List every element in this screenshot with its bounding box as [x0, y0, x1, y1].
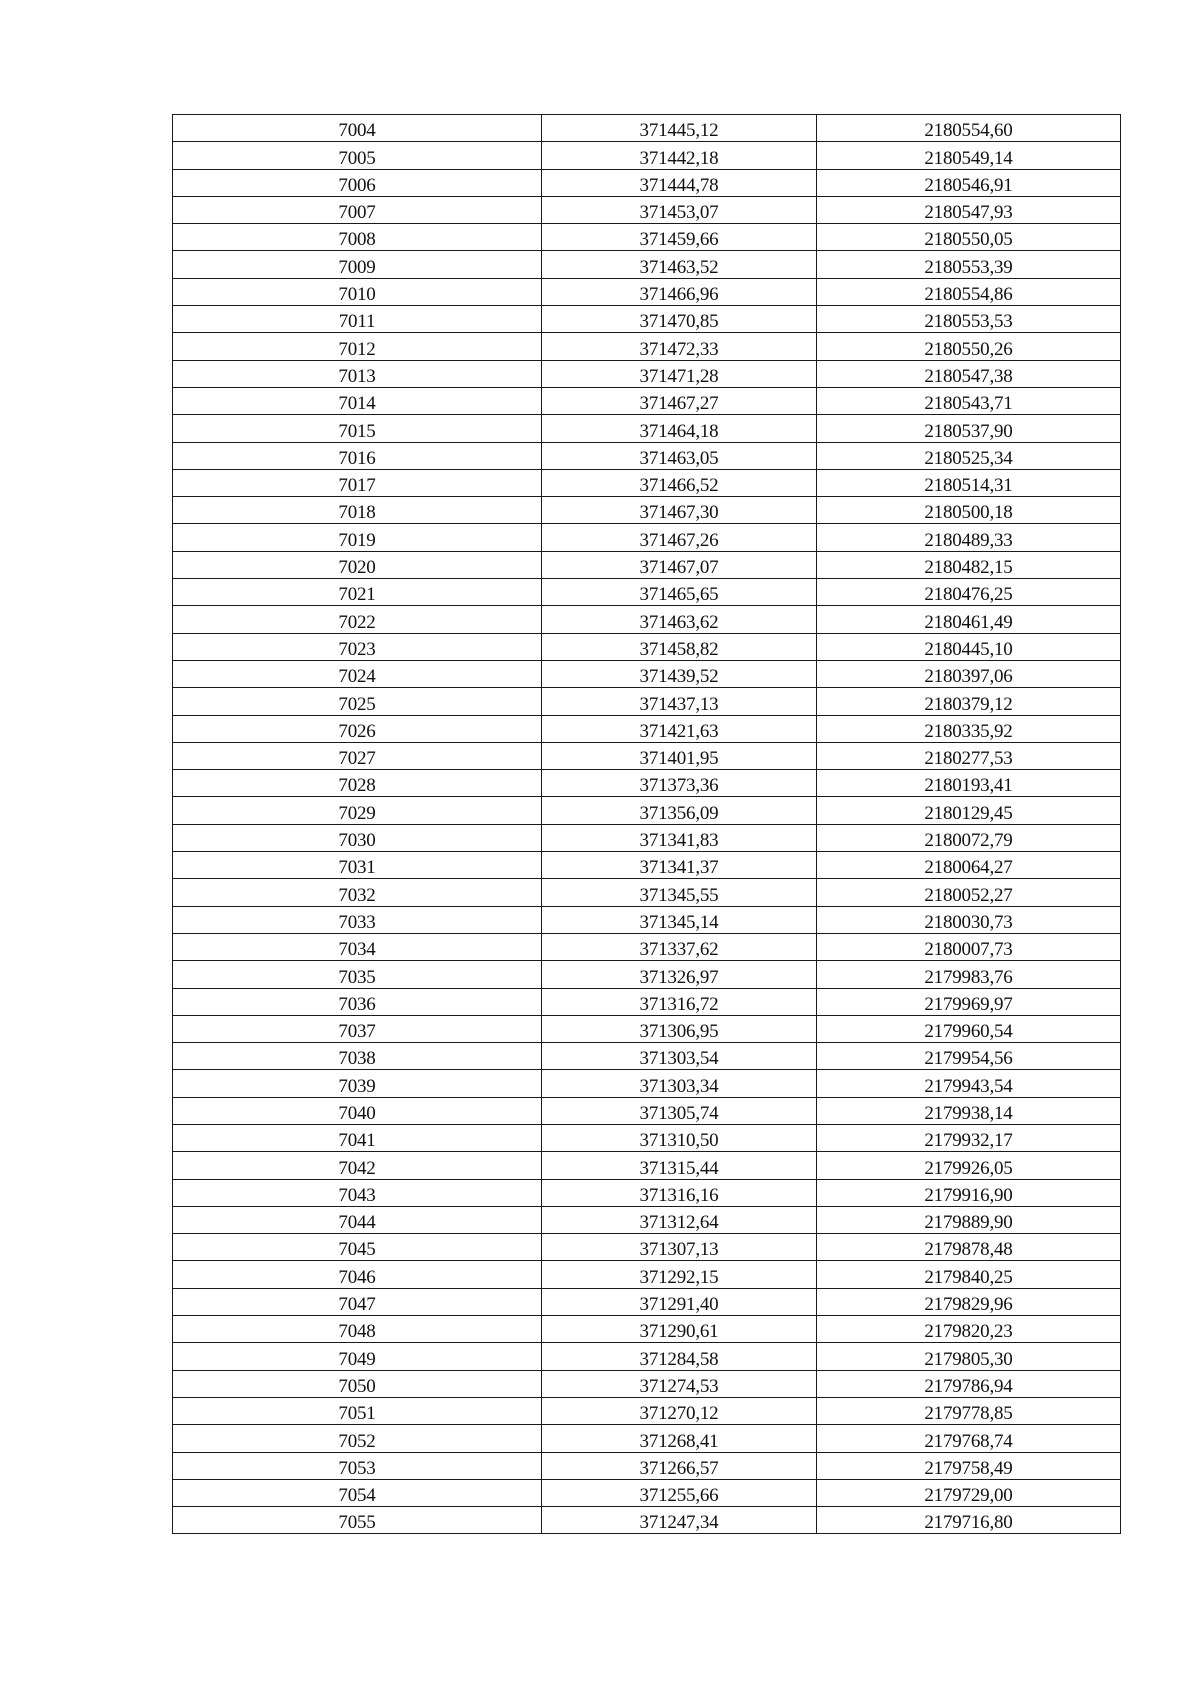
y-coordinate-cell: 2179938,14 — [817, 1097, 1121, 1124]
x-coordinate-cell: 371401,95 — [542, 742, 817, 769]
table-row — [173, 742, 1121, 769]
point-number-cell: 7018 — [173, 497, 542, 524]
point-number-cell: 7047 — [173, 1288, 542, 1315]
x-coordinate-cell: 371345,14 — [542, 906, 817, 933]
point-number-cell: 7024 — [173, 660, 542, 687]
table-row — [173, 906, 1121, 933]
point-number-cell: 7025 — [173, 688, 542, 715]
y-coordinate-cell: 2179758,49 — [817, 1452, 1121, 1479]
y-coordinate-cell: 2179969,97 — [817, 988, 1121, 1015]
x-coordinate-cell: 371326,97 — [542, 961, 817, 988]
table-row — [173, 442, 1121, 469]
point-number-cell: 7048 — [173, 1316, 542, 1343]
x-coordinate-cell: 371337,62 — [542, 933, 817, 960]
y-coordinate-cell: 2180549,14 — [817, 142, 1121, 169]
table-row — [173, 1397, 1121, 1424]
y-coordinate-cell: 2179878,48 — [817, 1234, 1121, 1261]
table-row — [173, 688, 1121, 715]
table-row — [173, 606, 1121, 633]
table-row — [173, 524, 1121, 551]
y-coordinate-cell: 2180335,92 — [817, 715, 1121, 742]
point-number-cell: 7012 — [173, 333, 542, 360]
x-coordinate-cell: 371310,50 — [542, 1124, 817, 1151]
y-coordinate-cell: 2180554,60 — [817, 115, 1121, 142]
y-coordinate-cell: 2179943,54 — [817, 1070, 1121, 1097]
x-coordinate-cell: 371458,82 — [542, 633, 817, 660]
table-row — [173, 551, 1121, 578]
y-coordinate-cell: 2179805,30 — [817, 1343, 1121, 1370]
y-coordinate-cell: 2180537,90 — [817, 415, 1121, 442]
point-number-cell: 7005 — [173, 142, 542, 169]
table-row — [173, 1452, 1121, 1479]
x-coordinate-cell: 371303,34 — [542, 1070, 817, 1097]
x-coordinate-cell: 371470,85 — [542, 306, 817, 333]
y-coordinate-cell: 2180547,93 — [817, 196, 1121, 223]
x-coordinate-cell: 371356,09 — [542, 797, 817, 824]
point-number-cell: 7023 — [173, 633, 542, 660]
y-coordinate-cell: 2180554,86 — [817, 278, 1121, 305]
point-number-cell: 7052 — [173, 1425, 542, 1452]
x-coordinate-cell: 371442,18 — [542, 142, 817, 169]
table-row — [173, 1152, 1121, 1179]
y-coordinate-cell: 2180553,53 — [817, 306, 1121, 333]
point-number-cell: 7015 — [173, 415, 542, 442]
table-row — [173, 660, 1121, 687]
point-number-cell: 7032 — [173, 879, 542, 906]
y-coordinate-cell: 2179954,56 — [817, 1043, 1121, 1070]
point-number-cell: 7050 — [173, 1370, 542, 1397]
point-number-cell: 7026 — [173, 715, 542, 742]
table-row — [173, 715, 1121, 742]
y-coordinate-cell: 2180461,49 — [817, 606, 1121, 633]
table-row — [173, 1124, 1121, 1151]
x-coordinate-cell: 371306,95 — [542, 1015, 817, 1042]
table-row — [173, 196, 1121, 223]
y-coordinate-cell: 2180489,33 — [817, 524, 1121, 551]
point-number-cell: 7049 — [173, 1343, 542, 1370]
point-number-cell: 7035 — [173, 961, 542, 988]
y-coordinate-cell: 2180547,38 — [817, 360, 1121, 387]
y-coordinate-cell: 2180445,10 — [817, 633, 1121, 660]
table-row — [173, 115, 1121, 142]
y-coordinate-cell: 2179768,74 — [817, 1425, 1121, 1452]
x-coordinate-cell: 371284,58 — [542, 1343, 817, 1370]
y-coordinate-cell: 2180064,27 — [817, 852, 1121, 879]
table-row — [173, 360, 1121, 387]
x-coordinate-cell: 371312,64 — [542, 1206, 817, 1233]
y-coordinate-cell: 2179960,54 — [817, 1015, 1121, 1042]
x-coordinate-cell: 371270,12 — [542, 1397, 817, 1424]
point-number-cell: 7054 — [173, 1479, 542, 1506]
table-row — [173, 1234, 1121, 1261]
y-coordinate-cell: 2180550,26 — [817, 333, 1121, 360]
point-number-cell: 7017 — [173, 469, 542, 496]
point-number-cell: 7009 — [173, 251, 542, 278]
x-coordinate-cell: 371463,05 — [542, 442, 817, 469]
point-number-cell: 7028 — [173, 770, 542, 797]
y-coordinate-cell: 2180397,06 — [817, 660, 1121, 687]
x-coordinate-cell: 371303,54 — [542, 1043, 817, 1070]
point-number-cell: 7037 — [173, 1015, 542, 1042]
point-number-cell: 7029 — [173, 797, 542, 824]
y-coordinate-cell: 2179729,00 — [817, 1479, 1121, 1506]
table-row — [173, 387, 1121, 414]
table-row — [173, 1343, 1121, 1370]
point-number-cell: 7022 — [173, 606, 542, 633]
x-coordinate-cell: 371305,74 — [542, 1097, 817, 1124]
point-number-cell: 7040 — [173, 1097, 542, 1124]
x-coordinate-cell: 371444,78 — [542, 169, 817, 196]
y-coordinate-cell: 2180379,12 — [817, 688, 1121, 715]
table-row — [173, 770, 1121, 797]
point-number-cell: 7008 — [173, 224, 542, 251]
point-number-cell: 7042 — [173, 1152, 542, 1179]
table-row — [173, 1425, 1121, 1452]
y-coordinate-cell: 2180030,73 — [817, 906, 1121, 933]
y-coordinate-cell: 2180525,34 — [817, 442, 1121, 469]
x-coordinate-cell: 371290,61 — [542, 1316, 817, 1343]
point-number-cell: 7046 — [173, 1261, 542, 1288]
x-coordinate-cell: 371255,66 — [542, 1479, 817, 1506]
table-row — [173, 1507, 1121, 1534]
table-row — [173, 1043, 1121, 1070]
x-coordinate-cell: 371459,66 — [542, 224, 817, 251]
y-coordinate-cell: 2179889,90 — [817, 1206, 1121, 1233]
x-coordinate-cell: 371268,41 — [542, 1425, 817, 1452]
table-row — [173, 278, 1121, 305]
y-coordinate-cell: 2179932,17 — [817, 1124, 1121, 1151]
table-row — [173, 469, 1121, 496]
y-coordinate-cell: 2180500,18 — [817, 497, 1121, 524]
x-coordinate-cell: 371466,96 — [542, 278, 817, 305]
table-row — [173, 169, 1121, 196]
table-row — [173, 879, 1121, 906]
x-coordinate-cell: 371466,52 — [542, 469, 817, 496]
y-coordinate-cell: 2179829,96 — [817, 1288, 1121, 1315]
point-number-cell: 7016 — [173, 442, 542, 469]
table-row — [173, 1370, 1121, 1397]
x-coordinate-cell: 371464,18 — [542, 415, 817, 442]
point-number-cell: 7043 — [173, 1179, 542, 1206]
x-coordinate-cell: 371307,13 — [542, 1234, 817, 1261]
table-row — [173, 1206, 1121, 1233]
point-number-cell: 7027 — [173, 742, 542, 769]
y-coordinate-cell: 2179983,76 — [817, 961, 1121, 988]
point-number-cell: 7007 — [173, 196, 542, 223]
table-row — [173, 1288, 1121, 1315]
x-coordinate-cell: 371316,16 — [542, 1179, 817, 1206]
point-number-cell: 7006 — [173, 169, 542, 196]
x-coordinate-cell: 371316,72 — [542, 988, 817, 1015]
y-coordinate-cell: 2179926,05 — [817, 1152, 1121, 1179]
y-coordinate-cell: 2180546,91 — [817, 169, 1121, 196]
x-coordinate-cell: 371247,34 — [542, 1507, 817, 1534]
x-coordinate-cell: 371373,36 — [542, 770, 817, 797]
table-row — [173, 933, 1121, 960]
table-row — [173, 1015, 1121, 1042]
point-number-cell: 7055 — [173, 1507, 542, 1534]
x-coordinate-cell: 371292,15 — [542, 1261, 817, 1288]
x-coordinate-cell: 371291,40 — [542, 1288, 817, 1315]
point-number-cell: 7053 — [173, 1452, 542, 1479]
x-coordinate-cell: 371463,62 — [542, 606, 817, 633]
x-coordinate-cell: 371341,37 — [542, 852, 817, 879]
point-number-cell: 7044 — [173, 1206, 542, 1233]
point-number-cell: 7014 — [173, 387, 542, 414]
x-coordinate-cell: 371274,53 — [542, 1370, 817, 1397]
table-row — [173, 497, 1121, 524]
y-coordinate-cell: 2180553,39 — [817, 251, 1121, 278]
y-coordinate-cell: 2179820,23 — [817, 1316, 1121, 1343]
x-coordinate-cell: 371463,52 — [542, 251, 817, 278]
point-number-cell: 7019 — [173, 524, 542, 551]
point-number-cell: 7011 — [173, 306, 542, 333]
y-coordinate-cell: 2180193,41 — [817, 770, 1121, 797]
point-number-cell: 7036 — [173, 988, 542, 1015]
table-row — [173, 1316, 1121, 1343]
y-coordinate-cell: 2179716,80 — [817, 1507, 1121, 1534]
table-row — [173, 142, 1121, 169]
point-number-cell: 7034 — [173, 933, 542, 960]
x-coordinate-cell: 371437,13 — [542, 688, 817, 715]
y-coordinate-cell: 2180514,31 — [817, 469, 1121, 496]
x-coordinate-cell: 371345,55 — [542, 879, 817, 906]
coordinates-table-body — [173, 115, 1121, 1534]
table-row — [173, 1070, 1121, 1097]
x-coordinate-cell: 371453,07 — [542, 196, 817, 223]
x-coordinate-cell: 371467,27 — [542, 387, 817, 414]
y-coordinate-cell: 2180482,15 — [817, 551, 1121, 578]
table-row — [173, 251, 1121, 278]
point-number-cell: 7033 — [173, 906, 542, 933]
point-number-cell: 7004 — [173, 115, 542, 142]
y-coordinate-cell: 2180129,45 — [817, 797, 1121, 824]
point-number-cell: 7013 — [173, 360, 542, 387]
table-row — [173, 1261, 1121, 1288]
x-coordinate-cell: 371467,30 — [542, 497, 817, 524]
point-number-cell: 7041 — [173, 1124, 542, 1151]
table-row — [173, 824, 1121, 851]
point-number-cell: 7020 — [173, 551, 542, 578]
table-row — [173, 633, 1121, 660]
table-row — [173, 988, 1121, 1015]
y-coordinate-cell: 2180277,53 — [817, 742, 1121, 769]
table-row — [173, 415, 1121, 442]
x-coordinate-cell: 371315,44 — [542, 1152, 817, 1179]
y-coordinate-cell: 2180052,27 — [817, 879, 1121, 906]
table-row — [173, 852, 1121, 879]
y-coordinate-cell: 2180543,71 — [817, 387, 1121, 414]
y-coordinate-cell: 2179840,25 — [817, 1261, 1121, 1288]
table-row — [173, 333, 1121, 360]
x-coordinate-cell: 371467,26 — [542, 524, 817, 551]
point-number-cell: 7045 — [173, 1234, 542, 1261]
point-number-cell: 7010 — [173, 278, 542, 305]
y-coordinate-cell: 2179916,90 — [817, 1179, 1121, 1206]
x-coordinate-cell: 371467,07 — [542, 551, 817, 578]
table-row — [173, 797, 1121, 824]
point-number-cell: 7021 — [173, 579, 542, 606]
table-row — [173, 1097, 1121, 1124]
x-coordinate-cell: 371445,12 — [542, 115, 817, 142]
x-coordinate-cell: 371266,57 — [542, 1452, 817, 1479]
x-coordinate-cell: 371471,28 — [542, 360, 817, 387]
coordinates-table — [172, 114, 1121, 1534]
point-number-cell: 7051 — [173, 1397, 542, 1424]
table-row — [173, 961, 1121, 988]
table-row — [173, 306, 1121, 333]
table-row — [173, 1479, 1121, 1506]
x-coordinate-cell: 371465,65 — [542, 579, 817, 606]
x-coordinate-cell: 371421,63 — [542, 715, 817, 742]
table-row — [173, 1179, 1121, 1206]
table-row — [173, 579, 1121, 606]
x-coordinate-cell: 371439,52 — [542, 660, 817, 687]
y-coordinate-cell: 2179778,85 — [817, 1397, 1121, 1424]
table-row — [173, 224, 1121, 251]
y-coordinate-cell: 2180476,25 — [817, 579, 1121, 606]
x-coordinate-cell: 371341,83 — [542, 824, 817, 851]
x-coordinate-cell: 371472,33 — [542, 333, 817, 360]
point-number-cell: 7030 — [173, 824, 542, 851]
y-coordinate-cell: 2179786,94 — [817, 1370, 1121, 1397]
y-coordinate-cell: 2180007,73 — [817, 933, 1121, 960]
point-number-cell: 7039 — [173, 1070, 542, 1097]
y-coordinate-cell: 2180072,79 — [817, 824, 1121, 851]
point-number-cell: 7031 — [173, 852, 542, 879]
y-coordinate-cell: 2180550,05 — [817, 224, 1121, 251]
point-number-cell: 7038 — [173, 1043, 542, 1070]
